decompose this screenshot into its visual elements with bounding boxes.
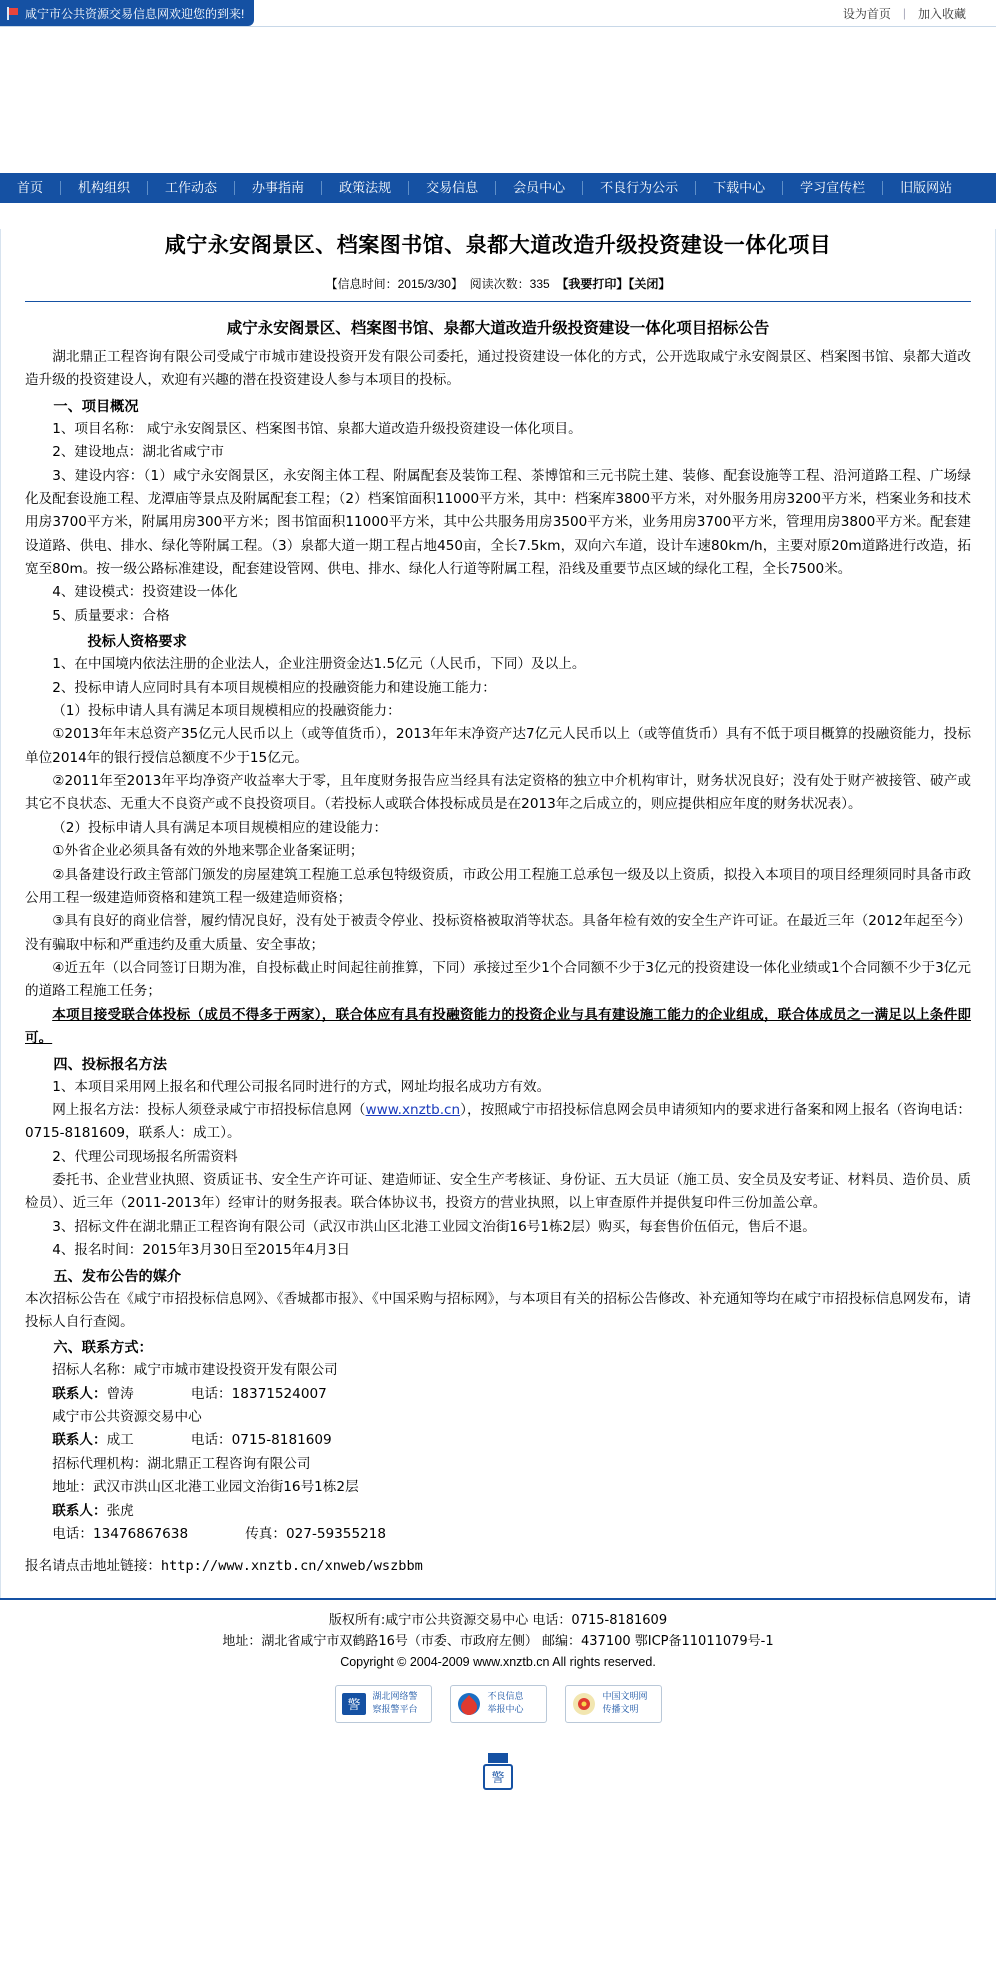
contact-value: 咸宁市城市建设投资开发有限公司 (133, 1362, 338, 1379)
section-1-heading: 一、项目概况 (53, 398, 139, 415)
section-4-item: 委托书、企业营业执照、资质证书、安全生产许可证、建造师证、安全生产考核证、身份证、五大员证（施工员、安全员及安考证、材料员、造价员、质检员）、近三年（2011-2013年）经审计的财务报表。联合体协议书，投资方的营业执照，以上审查原件并提供复印件三份加盖公章。 (25, 1172, 971, 1212)
qualification-item-emphasized: 本项目接受联合体投标（成员不得多于两家），联合体应有具有投融资能力的投资企业与具有建设施工能力的企业组成，联合体成员之一满足以上条件即可。 (25, 1006, 971, 1047)
badge-line2: 举报中心 (487, 1704, 524, 1715)
badge-line2: 察报警平台 (372, 1704, 418, 1715)
qualification-item: （2）投标申请人具有满足本项目规模相应的建设能力： (52, 819, 388, 836)
print-button[interactable]: 【我要打印】 (556, 277, 629, 291)
read-count-label: 阅读次数： (469, 277, 530, 291)
contact-row (25, 1383, 971, 1406)
qualification-item: ②2011年至2013年平均净资产收益率大于零，且年度财务报告应当经具有法定资格的独立中介机构审计，财务状况良好；没有处于财产被接管、破产或其它不良状态、无重大不良资产或不良投资项目。（若投标人或联合体投标成员是在2013年之后成立的，则应提供相应年度的财务状况表）。 (25, 773, 971, 813)
section-1-item: 1、项目名称： 咸宁永安阁景区、档案图书馆、泉都大道改造升级投资建设一体化项目。 (52, 420, 582, 437)
contact-phone-label: 电话： (190, 1432, 232, 1449)
badge-line1: 中国文明网 (602, 1692, 648, 1703)
badge-line1: 不良信息 (487, 1692, 524, 1703)
qualification-item: ②具备建设行政主管部门颁发的房屋建筑工程施工总承包特级资质，市政公用工程施工总承包一级及以上资质，拟投入本项目的项目经理须同时具备市政公用工程一级建造师资格和建筑工程一级建造师资格； (25, 866, 971, 906)
intro-paragraph: 湖北鼎正工程咨询有限公司受咸宁市城市建设投资开发有限公司委托，通过投资建设一体化的方式，公开选取咸宁永安阁景区、档案图书馆、泉都大道改造升级的投资建设人，欢迎有兴趣的潜在投资建设人参与本项目的投标。 (25, 349, 971, 389)
site-banner (0, 27, 996, 173)
article-meta: 【信息时间：2015/3/30】 阅读次数：335 【我要打印】【关闭】 (25, 275, 971, 302)
section-4-item: 3、招标文件在湖北鼎正工程咨询有限公司（武汉市洪山区北港工业园文治街16号1栋2层）购买，每套售价伍佰元，售后不退。 (52, 1218, 816, 1235)
nav-item-study-column[interactable]: 学习宣传栏 (800, 180, 866, 195)
registration-url-line[interactable]: 报名请点击地址链接：http://www.xnztb.cn/xnweb/wszbbm (25, 1558, 423, 1575)
nav-item-guide[interactable]: 办事指南 (252, 180, 305, 195)
contact-label: 联系人： (52, 1432, 107, 1449)
police-seal-icon (476, 1749, 520, 1793)
badge-line1: 湖北网络警 (372, 1692, 418, 1703)
info-time-value: 2015/3/30 (397, 277, 451, 291)
contact-row (25, 1500, 971, 1523)
contact-value: 成工 (106, 1432, 134, 1449)
contact-label: 地址： (52, 1479, 93, 1496)
nav-item-old-site[interactable]: 旧版网站 (900, 180, 953, 195)
section-6-heading: 六、联系方式： (53, 1340, 153, 1357)
contact-label: 电话： (52, 1525, 93, 1542)
contact-label: 咸宁市公共资源交易中心 (52, 1409, 202, 1425)
contact-row (25, 1406, 971, 1429)
svg-text:警: 警 (346, 1697, 361, 1713)
contact-phone-label: 电话： (190, 1385, 232, 1402)
nav-item-home[interactable]: 首页 (17, 180, 44, 195)
qualification-item: ①2013年年末总资产35亿元人民币以上（或等值货币），2013年年末净资产达7亿元人民币以上（或等值货币）具有不低于项目概算的投融资能力，投标单位2014年的银行授信总额度不少于15亿元。 (25, 726, 971, 766)
contact-label: 招标代理机构： (52, 1455, 148, 1472)
page-title: 咸宁永安阁景区、档案图书馆、泉都大道改造升级投资建设一体化项目 (164, 232, 832, 257)
nav-item-work-news[interactable]: 工作动态 (165, 180, 218, 195)
qualification-item: ④近五年（以合同签订日期为准，自投标截止时间起往前推算，下同）承接过至少1个合同额不少于3亿元的投资建设一体化业绩或1个合同额不少于3亿元的道路工程施工任务； (25, 960, 971, 1000)
badge-line2: 传播文明 (602, 1704, 639, 1715)
section-4-item: 4、报名时间：2015年3月30日至2015年4月3日 (52, 1242, 350, 1259)
hubei-police-badge[interactable] (335, 1685, 432, 1723)
contact-value: 武汉市洪山区北港工业园文治街16号1栋2层 (92, 1479, 359, 1496)
contact-label: 联系人： (52, 1502, 107, 1519)
info-time-label: 【信息时间： (325, 277, 398, 291)
section-1-item: 5、质量要求：合格 (52, 607, 170, 624)
contact-row (25, 1476, 971, 1499)
link-divider: | (902, 6, 906, 20)
welcome-banner (0, 0, 254, 26)
read-count-value: 335 (529, 277, 550, 291)
section-1-item: 2、建设地点：湖北省咸宁市 (52, 444, 224, 461)
contact-label: 招标人名称： (52, 1362, 134, 1379)
contact-value: 湖北鼎正工程咨询有限公司 (147, 1455, 311, 1472)
section-5-heading: 五、发布公告的媒介 (53, 1268, 182, 1285)
site-footer (0, 1598, 996, 1798)
contact-row (25, 1453, 971, 1476)
section-1-item: 3、建设内容：（1）咸宁永安阁景区，永安阁主体工程、附属配套及装饰工程、茶博馆和三元书院土建、装修、配套设施等工程、沿河道路工程、广场绿化及配套设施工程、龙潭庙等景点及附属配套工程；（2）档案馆面积11000平方米，其中：档案库3800平方米，对外服务用房3200平方米，档案业务和技术用房3700平方米，附属用房300平方米；图书馆面积11000平方米，其中公共服务用房3500平方米，业务用房3700平方米，管理用房3800平方米。配套建设道路、供电、排水、绿化等附属工程。（3）泉都大道一期工程占地450亩，全长7.5km，双向六车道，设计车速80km/h，主要对原20m道路进行改造，拓宽至80m。按一级公路标准建设，配套建设管网、供电、排水、绿化人行道等附属工程，沿线及重要节点区域的绿化工程，全长7500米。 (25, 467, 971, 577)
contact-row (25, 1523, 971, 1546)
bottom-logo (0, 1749, 996, 1793)
article-content (0, 229, 996, 1598)
section-5-body: 本次招标公告在《咸宁市招投标信息网》、《香城都市报》、《中国采购与招标网》，与本项目有关的招标公告修改、补充通知等均在咸宁市招投标信息网发布，请投标人自行查阅。 (25, 1290, 971, 1330)
footer-address: 地址：湖北省咸宁市双鹤路16号（市委、市政府左侧） 邮编：437100 鄂ICP备11011079号-1 (222, 1634, 774, 1650)
civilization-badge[interactable] (565, 1685, 662, 1723)
footer-copyright: Copyright © 2004-2009 www.xnztb.cn All rights reserved. (340, 1655, 656, 1670)
online-reg-prefix: 网上报名方法：投标人须登录咸宁市招投标信息网（ (52, 1101, 366, 1118)
contact-fax-label: 传真： (245, 1525, 286, 1542)
footer-badges (0, 1685, 996, 1723)
qualification-item: 1、在中国境内依法注册的企业法人，企业注册资金达1.5亿元（人民币，下同）及以上。 (52, 656, 586, 673)
announcement-subtitle: 咸宁永安阁景区、档案图书馆、泉都大道改造升级投资建设一体化项目招标公告 (226, 318, 770, 337)
top-bar-links (831, 5, 996, 22)
contact-value: 张虎 (106, 1502, 134, 1519)
nav-item-organization[interactable]: 机构组织 (78, 180, 131, 195)
nav-item-trade-info[interactable]: 交易信息 (426, 180, 479, 195)
welcome-text: 咸宁市公共资源交易信息网欢迎您的到来! (25, 6, 245, 21)
add-favorite-link[interactable]: 加入收藏 (917, 6, 966, 21)
section-4-item: 1、本项目采用网上报名和代理公司报名同时进行的方式，网址均报名成功方有效。 (52, 1078, 551, 1095)
contact-value: 曾涛 (106, 1385, 134, 1402)
nav-item-policy[interactable]: 政策法规 (339, 180, 392, 195)
footer-copyright-owner: 版权所有:咸宁市公共资源交易中心 电话：0715-8181609 (328, 1613, 668, 1629)
contact-value: 13476867638 (92, 1525, 189, 1542)
civilization-flower-icon (570, 1690, 598, 1718)
main-nav (0, 173, 996, 203)
qualification-item: 2、投标申请人应同时具有本项目规模相应的投融资能力和建设施工能力： (52, 679, 496, 696)
close-button[interactable]: 【关闭】 (628, 277, 671, 291)
contact-fax-value: 027-59355218 (286, 1525, 387, 1542)
section-4-online-registration (25, 1099, 971, 1146)
nav-item-member-center[interactable]: 会员中心 (513, 180, 566, 195)
contact-label: 联系人： (52, 1385, 107, 1402)
nav-item-downloads[interactable]: 下载中心 (713, 180, 766, 195)
xnztb-website-link[interactable]: www.xnztb.cn (365, 1101, 461, 1118)
contact-phone-value: 0715-8181609 (231, 1432, 332, 1449)
qualification-item: ③具有良好的商业信誉，履约情况良好，没有处于被责令停业、投标资格被取消等状态。具备年检有效的安全生产许可证。在最近三年（2012年起至今）没有骗取中标和严重违约及重大质量、安全事故； (25, 913, 971, 953)
contact-row (25, 1429, 971, 1452)
qualification-item: （1）投标申请人具有满足本项目规模相应的投融资能力： (52, 702, 401, 719)
section-4-heading: 四、投标报名方法 (53, 1056, 167, 1073)
nav-item-misconduct[interactable]: 不良行为公示 (600, 180, 679, 195)
report-badge[interactable] (450, 1685, 547, 1723)
qualification-item: ①外省企业必须具备有效的外地来鄂企业备案证明； (52, 843, 364, 860)
set-homepage-link[interactable]: 设为首页 (842, 6, 891, 21)
report-flame-icon (455, 1690, 483, 1718)
svg-text:警: 警 (491, 1770, 505, 1786)
section-1-item: 4、建设模式：投资建设一体化 (52, 584, 238, 601)
police-shield-icon (340, 1690, 368, 1718)
contact-phone-value: 18371524007 (231, 1385, 327, 1402)
section-4-item: 2、代理公司现场报名所需资料 (52, 1148, 238, 1165)
online-reg-suffix: ），按照咸宁市招投标信息网会员申请须知内的要求进行备案和网上报名（咨询电话：0715-8181609，联系人：成工）。 (25, 1101, 972, 1142)
top-bar (0, 0, 996, 27)
qualification-heading: 投标人资格要求 (87, 634, 187, 651)
flag-icon (6, 7, 19, 20)
contact-row (25, 1359, 971, 1382)
